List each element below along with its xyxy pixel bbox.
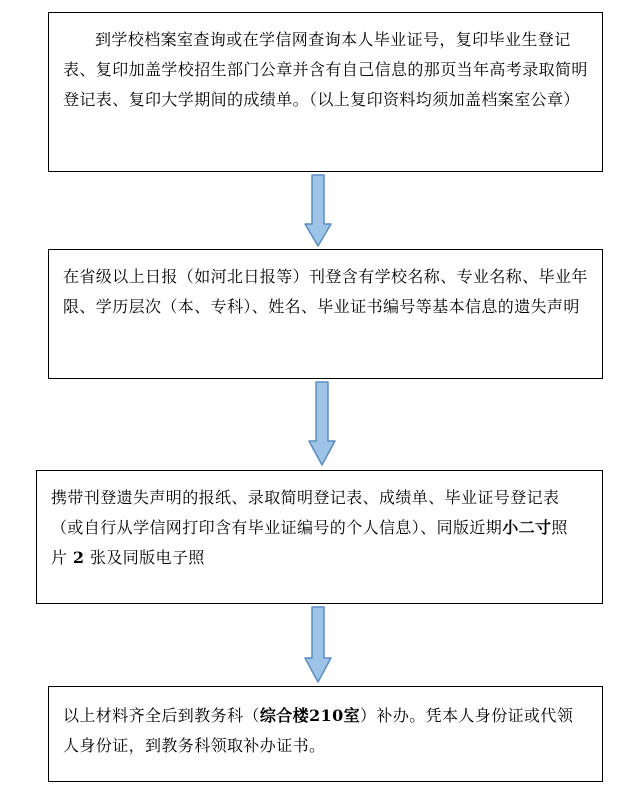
arrow-shape	[305, 607, 331, 682]
step-4-bold-location: 综合楼210室	[259, 706, 361, 725]
step-4-text: 以上材料齐全后到教务科（	[63, 706, 260, 725]
step-4-box	[48, 686, 603, 782]
step-3-bold-count: 2	[72, 548, 85, 567]
down-arrow-icon	[307, 381, 337, 467]
arrow-shape	[305, 175, 331, 246]
step-3-text: 携带刊登遗失声明的报纸、录取简明登记表、成绩单、毕业证号登记表（或自行从学信网打印含有毕业证编号的个人信息）、同版近期	[51, 488, 560, 537]
down-arrow-icon	[303, 606, 333, 684]
step-3-text-end: 张及同版电子照	[89, 548, 205, 567]
step-4-text-end: ）补办。凭本人身份证或代领人身份证，到教务科领取补办证书。	[63, 706, 574, 755]
step-2-text: 在省级以上日报（如河北日报等）刊登含有学校名称、专业名称、毕业年限、学历层次（本、专科）、姓名、毕业证书编号等基本信息的遗失声明	[63, 267, 588, 316]
step-3-box	[36, 470, 603, 604]
arrow-shape	[309, 382, 335, 465]
step-1-box	[48, 12, 603, 172]
down-arrow-icon	[303, 174, 333, 248]
step-2-box	[48, 249, 603, 379]
step-3-bold-size: 小二寸	[502, 518, 552, 537]
step-3-text-photo: 照片	[51, 518, 568, 567]
step-1-text: 到学校档案室查询或在学信网查询本人毕业证号，复印毕业生登记表、复印加盖学校招生部门公章并含有自己信息的那页当年高考录取简明登记表、复印大学期间的成绩单。（以上复印资料均须加盖档案室公章）	[63, 30, 588, 109]
